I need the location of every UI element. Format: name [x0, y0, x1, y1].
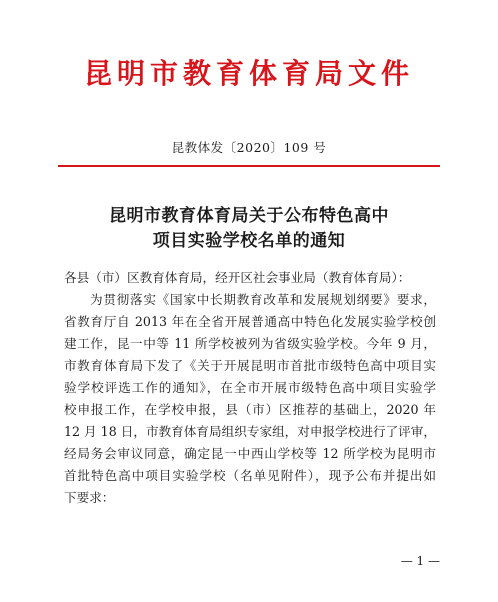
notice-title — [0, 204, 498, 254]
salutation: 各县（市）区教育体育局，经开区社会事业局（教育体育局）： — [64, 270, 411, 285]
body-line: 12 月 18 日，市教育体育局组织专家组，对申报学校进行了评审， — [64, 424, 436, 439]
body-line: 建工作，昆一中等 11 所学校被列为省级实验学校。今年 9 月， — [64, 336, 436, 351]
page-number: — 1 — — [400, 554, 440, 568]
notice-title-line-1: 昆明市教育体育局关于公布特色高中 — [109, 206, 389, 226]
body-line: 经局务会审议同意，确定昆一中西山学校等 12 所学校为昆明市 — [64, 446, 436, 461]
body-line: 校申报工作，在学校申报，县（市）区推荐的基础上，2020 年 — [64, 402, 436, 417]
document-number: 昆教体发〔2020〕109 号 — [171, 140, 327, 155]
masthead-title: 昆明市教育体育局文件 — [83, 57, 414, 90]
notice-title-line-2: 项目实验学校名单的通知 — [152, 231, 346, 251]
body-line: 省教育厅自 2013 年在全省开展普通高中特色化发展实验学校创 — [64, 314, 436, 329]
body-line: 为贯彻落实《国家中长期教育改革和发展规划纲要》要求， — [90, 292, 436, 307]
body-line: 市教育体育局下发了《关于开展昆明市首批市级特色高中项目实 — [64, 358, 436, 373]
notice-body — [64, 267, 436, 509]
red-divider-rule — [58, 165, 440, 167]
body-line: 下要求： — [64, 490, 115, 505]
body-line: 验学校评选工作的通知》，在全市开展市级特色高中项目实验学 — [64, 380, 436, 395]
body-line: 首批特色高中项目实验学校（名单见附件），现予公布并提出如 — [64, 468, 436, 483]
